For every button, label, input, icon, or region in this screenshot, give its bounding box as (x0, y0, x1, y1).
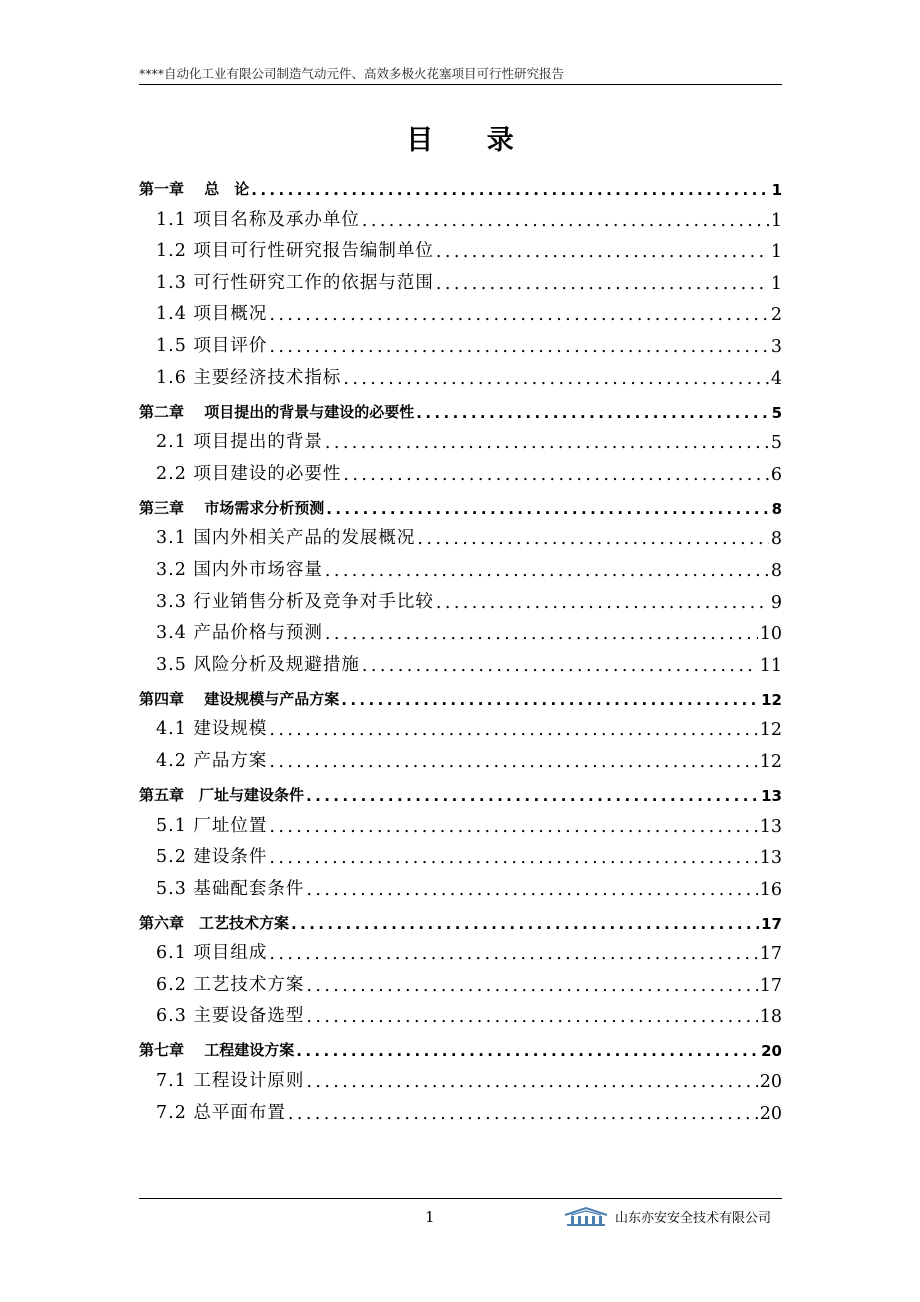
toc-dot-leader (326, 500, 769, 518)
toc-entry-label: 1.3 可行性研究工作的依据与范围 (156, 272, 434, 293)
toc-entry-page: 3 (770, 336, 782, 357)
running-header: ****自动化工业有限公司制造气动元件、高效多极火花塞项目可行性研究报告 (139, 66, 565, 81)
toc-dot-leader (269, 752, 757, 772)
toc-dot-leader (343, 465, 768, 485)
toc-entry-page: 13 (759, 816, 782, 837)
toc-dot-leader (341, 691, 759, 709)
toc-section-entry[interactable] (139, 837, 782, 869)
toc-entry-page: 5 (770, 433, 782, 454)
toc-dot-leader (436, 274, 769, 294)
toc-section-entry[interactable] (139, 644, 782, 676)
toc-section-entry[interactable] (139, 518, 782, 550)
toc-section-entry[interactable] (139, 613, 782, 645)
toc-entry-page: 12 (761, 690, 782, 709)
toc-entry-label: 第一章 总 论 (139, 180, 250, 198)
toc-section-entry[interactable] (139, 357, 782, 389)
toc-dot-leader (269, 848, 757, 868)
toc-chapter-entry[interactable] (139, 485, 782, 518)
toc-chapter-entry[interactable] (139, 772, 782, 805)
toc-entry-label: 3.1 国内外相关产品的发展概况 (156, 528, 416, 549)
toc-entry-page: 20 (759, 1103, 782, 1124)
toc-dot-leader (251, 181, 769, 199)
toc-section-entry[interactable] (139, 549, 782, 581)
toc-section-entry[interactable] (139, 422, 782, 454)
toc-entry-label: 5.3 基础配套条件 (156, 878, 305, 899)
toc-section-entry[interactable] (139, 805, 782, 837)
page-number: 1 (425, 1208, 435, 1226)
toc-dot-leader (417, 529, 768, 549)
toc-dot-leader (306, 880, 757, 900)
toc-entry-label: 1.1 项目名称及承办单位 (156, 209, 360, 230)
toc-entry-page: 10 (759, 624, 782, 645)
toc-entry-page: 5 (771, 403, 782, 422)
toc-entry-page: 12 (759, 720, 782, 741)
toc-entry-page: 17 (761, 914, 782, 933)
company-name: 山东亦安安全技术有限公司 (615, 1210, 772, 1226)
toc-dot-leader (306, 976, 757, 996)
toc-entry-label: 6.1 项目组成 (156, 943, 268, 964)
toc-entry-page: 16 (759, 879, 782, 900)
company-mark (563, 1205, 771, 1227)
toc-entry-label: 第二章 项目提出的背景与建设的必要性 (139, 402, 415, 421)
toc-entry-page: 1 (770, 242, 782, 263)
toc-entry-label: 7.1 工程设计原则 (156, 1071, 305, 1092)
toc-dot-leader (436, 242, 769, 262)
toc-section-entry[interactable] (139, 199, 782, 231)
toc-dot-leader (296, 1042, 759, 1060)
toc-entry-label: 3.5 风险分析及规避措施 (156, 654, 360, 675)
toc-entry-page: 17 (759, 944, 782, 965)
toc-entry-page: 17 (759, 975, 782, 996)
toc-entry-label: 5.2 建设条件 (156, 847, 268, 868)
toc-dot-leader (325, 433, 769, 453)
toc-entry-label: 2.1 项目提出的背景 (156, 432, 323, 453)
toc-dot-leader (269, 337, 768, 357)
toc-entry-page: 1 (770, 210, 782, 231)
toc-chapter-entry[interactable] (139, 676, 782, 709)
toc-section-entry[interactable] (139, 709, 782, 741)
toc-section-entry[interactable] (139, 231, 782, 263)
toc-chapter-entry[interactable] (139, 1027, 782, 1060)
toc-entry-page: 8 (770, 529, 782, 550)
toc-dot-leader (416, 404, 769, 422)
toc-dot-leader (343, 369, 768, 389)
toc-entry-label: 3.3 行业销售分析及竞争对手比较 (156, 591, 434, 612)
toc-chapter-entry[interactable] (139, 389, 782, 422)
toc-dot-leader (291, 915, 759, 933)
toc-entry-label: 5.1 厂址位置 (156, 815, 268, 836)
company-logo-icon (563, 1206, 609, 1226)
toc-section-entry[interactable] (139, 325, 782, 357)
toc-entry-page: 18 (759, 1007, 782, 1028)
toc-entry-label: 7.2 总平面布置 (156, 1102, 286, 1123)
toc-entry-label: 1.6 主要经济技术指标 (156, 367, 342, 388)
toc-entry-label: 第四章 建设规模与产品方案 (139, 689, 340, 708)
toc-section-entry[interactable] (139, 453, 782, 485)
toc-section-entry[interactable] (139, 996, 782, 1028)
toc-entry-page: 13 (759, 848, 782, 869)
toc-entry-page: 20 (759, 1072, 782, 1093)
toc-entry-page: 8 (771, 499, 782, 518)
toc-dot-leader (436, 593, 769, 613)
toc-entry-label: 第五章 厂址与建设条件 (139, 785, 305, 804)
toc-entry-page: 2 (770, 305, 782, 326)
toc-entry-page: 12 (759, 751, 782, 772)
toc-entry-page: 13 (761, 786, 782, 805)
toc-section-entry[interactable] (139, 1092, 782, 1124)
toc-entry-label: 4.1 建设规模 (156, 719, 268, 740)
toc-section-entry[interactable] (139, 964, 782, 996)
toc-entry-label: 第六章 工艺技术方案 (139, 913, 290, 932)
toc-section-entry[interactable] (139, 933, 782, 965)
toc-entry-label: 3.2 国内外市场容量 (156, 559, 323, 580)
toc-entry-label: 6.3 主要设备选型 (156, 1006, 305, 1027)
table-of-contents (139, 166, 782, 1124)
toc-entry-label: 1.2 项目可行性研究报告编制单位 (156, 241, 434, 262)
toc-dot-leader (306, 787, 759, 805)
toc-entry-label: 第三章 市场需求分析预测 (139, 498, 325, 517)
toc-entry-label: 2.2 项目建设的必要性 (156, 463, 342, 484)
toc-dot-leader (269, 817, 757, 837)
toc-entry-page: 1 (771, 181, 782, 199)
toc-entry-page: 1 (770, 273, 782, 294)
toc-section-entry[interactable] (139, 294, 782, 326)
toc-entry-label: 4.2 产品方案 (156, 750, 268, 771)
toc-title: 目 录 (406, 125, 536, 156)
toc-section-entry[interactable] (139, 740, 782, 772)
toc-chapter-entry[interactable] (139, 166, 782, 199)
toc-entry-label: 1.5 项目评价 (156, 335, 268, 356)
toc-entry-label: 6.2 工艺技术方案 (156, 974, 305, 995)
toc-dot-leader (306, 1007, 757, 1027)
toc-entry-label: 1.4 项目概况 (156, 304, 268, 325)
toc-entry-page: 20 (761, 1042, 782, 1061)
toc-dot-leader (362, 211, 769, 231)
toc-dot-leader (269, 944, 757, 964)
toc-entry-label: 3.4 产品价格与预测 (156, 623, 323, 644)
toc-section-entry[interactable] (139, 262, 782, 294)
toc-section-entry[interactable] (139, 868, 782, 900)
footer-rule (139, 1198, 782, 1199)
toc-dot-leader (362, 656, 758, 676)
toc-dot-leader (269, 305, 768, 325)
toc-entry-page: 8 (770, 560, 782, 581)
toc-dot-leader (325, 624, 758, 644)
toc-section-entry[interactable] (139, 581, 782, 613)
toc-entry-page: 11 (759, 655, 782, 676)
toc-dot-leader (288, 1104, 758, 1124)
header-rule (139, 84, 782, 85)
toc-dot-leader (269, 720, 757, 740)
toc-dot-leader (325, 561, 769, 581)
toc-chapter-entry[interactable] (139, 900, 782, 933)
toc-entry-page: 6 (770, 464, 782, 485)
toc-entry-page: 9 (770, 592, 782, 613)
toc-entry-page: 4 (770, 368, 782, 389)
toc-entry-label: 第七章 工程建设方案 (139, 1041, 295, 1060)
toc-section-entry[interactable] (139, 1060, 782, 1092)
toc-dot-leader (306, 1072, 757, 1092)
